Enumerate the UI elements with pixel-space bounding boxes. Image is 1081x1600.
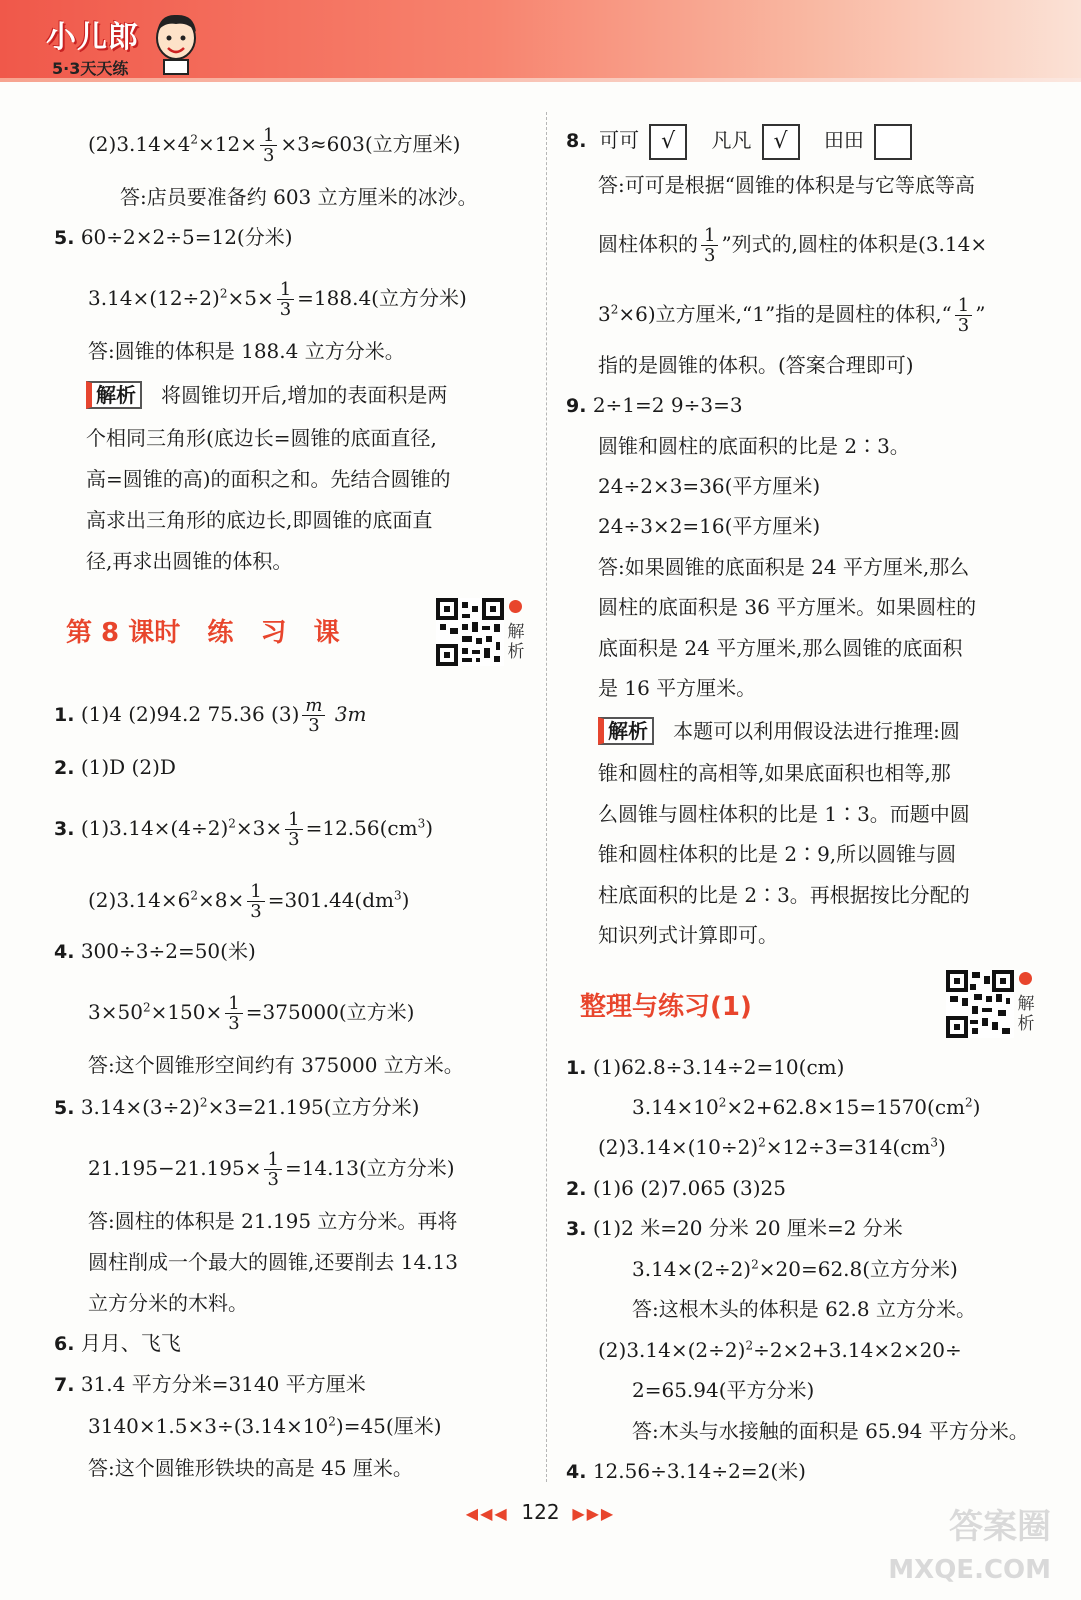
q8-line2 <box>598 226 987 265</box>
item-number: 6. <box>54 1333 75 1355</box>
analysis-2-line2: 锥和圆柱的高相等,如果底面积也相等,那 <box>598 761 951 785</box>
expr: =12.56(cm <box>305 816 418 840</box>
expr: ) <box>425 816 434 840</box>
text: ×6)立方厘米,“1”指的是圆柱的体积,“ <box>618 302 952 326</box>
mascot-icon <box>150 10 202 76</box>
next-arrows-icon: ▶▶▶ <box>572 1504 616 1523</box>
sup: 2 <box>751 1257 759 1272</box>
expr: ×12× <box>197 132 257 156</box>
r3-line3: 答:这根木头的体积是 62.8 立方分米。 <box>632 1297 976 1321</box>
frac-den: 3 <box>267 1169 279 1190</box>
brand-logo: 小儿郎 <box>46 20 139 55</box>
frac-den: 3 <box>262 145 275 166</box>
fraction <box>302 696 325 735</box>
checkbox-keke[interactable]: √ <box>649 124 687 160</box>
item-number: 2. <box>54 757 75 779</box>
sup: 3 <box>394 888 402 903</box>
q7-line2 <box>88 1413 442 1439</box>
q5-line1 <box>54 1094 419 1121</box>
watermark-url: MXQE.COM <box>888 1555 1051 1585</box>
analysis-tag: 解析 <box>86 381 142 409</box>
item-number: 9. <box>566 395 587 417</box>
analysis-1-line3: 高=圆锥的高)的面积之和。先结合圆锥的 <box>86 467 451 491</box>
expr: (1)2 米=20 分米 20 厘米=2 分米 <box>592 1216 903 1240</box>
expr: ×12÷3=314(cm <box>765 1135 931 1159</box>
q5-answer-3: 立方分米的木料。 <box>88 1291 248 1315</box>
text: 3 <box>598 302 611 326</box>
expr: 3.14×(12÷2) <box>88 286 220 310</box>
analysis-1-line1 <box>86 381 447 409</box>
frac-num: 1 <box>955 296 972 316</box>
analysis-2-line1 <box>598 717 960 745</box>
frac-num: 1 <box>225 994 242 1014</box>
q5-answer-1: 答:圆柱的体积是 21.195 立方分米。再将 <box>88 1209 458 1233</box>
expr: (1)D (2)D <box>80 755 176 779</box>
q8-options <box>566 122 930 160</box>
analysis-1-line2: 个相同三角形(底边长=圆锥的底面直径, <box>86 426 437 450</box>
expr: =375000(立方米) <box>245 1000 415 1024</box>
sup: 2 <box>199 1095 208 1110</box>
fraction <box>277 280 294 319</box>
q4-line2 <box>88 994 414 1033</box>
expr: 12.56÷3.14÷2=2(米) <box>592 1459 806 1483</box>
p5-line2 <box>88 280 467 319</box>
expr: 月月、飞飞 <box>80 1331 181 1355</box>
item-number: 5. <box>54 227 75 249</box>
item-number: 8. <box>566 130 587 152</box>
sup: 2 <box>758 1135 766 1150</box>
q9-line6: 圆柱的底面积是 36 平方厘米。如果圆柱的 <box>598 595 977 619</box>
expr: 300÷3÷2=50(米) <box>80 939 256 963</box>
sup: 2 <box>965 1095 973 1110</box>
item-number: 2. <box>566 1178 587 1200</box>
qr-label-char: 解 <box>507 622 525 642</box>
column-divider <box>546 112 547 1482</box>
q8-line3 <box>598 296 985 335</box>
text: 圆柱体积的 <box>598 232 698 256</box>
expr: (2)3.14×4 <box>88 132 191 156</box>
expr: 60÷2×2÷5=12(分米) <box>80 225 293 249</box>
q5-line2 <box>88 1150 455 1189</box>
r3-line4 <box>598 1337 962 1363</box>
q9-line3: 24÷2×3=36(平方厘米) <box>598 474 821 498</box>
r1-line1 <box>566 1054 844 1081</box>
item-number: 3. <box>54 818 75 840</box>
option-label: 田田 <box>823 128 864 152</box>
fraction <box>955 296 972 335</box>
frac-den: 3 <box>704 245 716 266</box>
frac-den: 3 <box>957 315 970 336</box>
expr: 3×50 <box>88 1000 143 1024</box>
fraction <box>701 226 718 265</box>
page-number: 122 <box>521 1500 560 1524</box>
text: ”列式的,圆柱的体积是(3.14× <box>721 232 988 256</box>
expr: =188.4(立方分米) <box>297 286 467 310</box>
sup: 2 <box>142 1000 151 1015</box>
r4 <box>566 1458 806 1485</box>
q7-answer: 答:这个圆锥形铁块的高是 45 厘米。 <box>88 1456 413 1480</box>
p5-line1 <box>54 224 293 251</box>
expr: ×5× <box>227 286 274 310</box>
q9-line4: 24÷3×2=16(平方厘米) <box>598 514 821 538</box>
q9-line7: 底面积是 24 平方厘米,那么圆锥的底面积 <box>598 636 963 660</box>
sup: 2 <box>219 286 228 301</box>
sup: 2 <box>718 1095 727 1110</box>
frac-den: 3 <box>250 901 262 922</box>
expr: (1)6 (2)7.065 (3)25 <box>592 1176 786 1200</box>
sup: 3 <box>930 1135 939 1150</box>
q4-line1 <box>54 938 256 965</box>
q1 <box>54 696 367 735</box>
fraction <box>247 882 264 921</box>
expr: 3.14×(3÷2) <box>80 1095 200 1119</box>
frac-num: 1 <box>260 126 277 146</box>
frac-num: m <box>302 696 325 716</box>
sup: 2 <box>610 302 619 317</box>
frac-den: 3 <box>279 299 292 320</box>
frac-num: 1 <box>701 226 718 246</box>
q9-line8: 是 16 平方厘米。 <box>598 676 757 700</box>
frac-num: 1 <box>264 1150 281 1170</box>
qr-label <box>506 622 526 662</box>
r1-line3 <box>598 1134 946 1160</box>
prev-arrows-icon: ◀◀◀ <box>465 1504 509 1523</box>
expr: (1)3.14×(4÷2) <box>80 816 229 840</box>
qr-label <box>1016 994 1036 1034</box>
watermark <box>888 1507 1051 1590</box>
q8-line1: 答:可可是根据“圆锥的体积是与它等底等高 <box>598 173 975 197</box>
item-number: 7. <box>54 1374 75 1396</box>
analysis-2-line5: 柱底面积的比是 2∶3。再根据按比分配的 <box>598 883 970 907</box>
analysis-2-line4: 锥和圆柱体积的比是 2∶9,所以圆锥与圆 <box>598 842 957 866</box>
q8-line4: 指的是圆锥的体积。(答案合理即可) <box>598 353 914 377</box>
expr: ×3=21.195(立方分米) <box>207 1095 420 1119</box>
page-header <box>0 0 1081 82</box>
sup: 2 <box>328 1414 336 1429</box>
r1-line2 <box>632 1094 980 1120</box>
p4-answer: 答:店员要准备约 603 立方厘米的冰沙。 <box>120 185 478 209</box>
item-number: 1. <box>566 1057 587 1079</box>
q3-line1 <box>54 810 433 849</box>
item-number: 5. <box>54 1097 75 1119</box>
text: ” <box>975 302 986 326</box>
q9-line2: 圆锥和圆柱的底面积的比是 2∶3。 <box>598 434 910 458</box>
expr: (2)3.14×(2÷2) <box>598 1338 746 1362</box>
frac-num: 1 <box>247 882 264 902</box>
q7-line1 <box>54 1371 366 1398</box>
expr: ) <box>972 1095 981 1119</box>
qr-label-char: 解 <box>1017 994 1035 1014</box>
sup: 2 <box>190 132 198 147</box>
expr: (1)62.8÷3.14÷2=10(cm) <box>592 1055 845 1079</box>
watermark-text: 答案圈 <box>949 1507 1051 1547</box>
fraction <box>260 126 277 165</box>
r3-line2 <box>632 1256 958 1282</box>
text: 本题可以利用假设法进行推理:圆 <box>673 719 960 743</box>
expr: 3140×1.5×3÷(3.14×10 <box>88 1414 329 1438</box>
expr: ×3≈603(立方厘米) <box>280 132 461 156</box>
p4-part2 <box>88 126 460 165</box>
expr: (2)3.14×(10÷2) <box>598 1135 759 1159</box>
fraction <box>225 994 242 1033</box>
fraction <box>264 1150 281 1189</box>
fraction <box>285 810 302 849</box>
expr: 21.195−21.195× <box>88 1156 262 1180</box>
expr: ) <box>938 1135 946 1159</box>
r3-line6: 答:木头与水接触的面积是 65.94 平方分米。 <box>632 1419 1029 1443</box>
q2 <box>54 754 176 781</box>
checkbox-fanfan[interactable]: √ <box>762 124 800 160</box>
expr: 2÷1=2 9÷3=3 <box>592 393 743 417</box>
qr-label-char: 析 <box>1017 1014 1035 1034</box>
expr: (1)4 (2)94.2 75.36 (3) <box>80 702 300 726</box>
expr: (2)3.14×6 <box>88 888 191 912</box>
expr: =301.44(dm <box>267 888 394 912</box>
q3-line2 <box>88 882 409 921</box>
expr: ×8× <box>197 888 245 912</box>
expr: ) <box>401 888 410 912</box>
analysis-2-line3: 么圆锥与圆柱体积的比是 1∶3。而题中圆 <box>598 802 970 826</box>
item-number: 4. <box>54 941 75 963</box>
play-icon <box>509 600 522 613</box>
frac-num: 1 <box>277 280 294 300</box>
option-label: 可可 <box>599 128 640 152</box>
expr: ÷2×2+3.14×2×20÷ <box>753 1338 962 1362</box>
expr: 3.14×(2÷2) <box>632 1257 752 1281</box>
expr: ×20=62.8(立方分米) <box>758 1257 958 1281</box>
text: 将圆锥切开后,增加的表面积是两 <box>161 383 448 407</box>
q9-line1 <box>566 392 743 419</box>
section-title-lesson8: 第 8 课时 练 习 课 <box>66 618 340 648</box>
q9-line5: 答:如果圆锥的底面积是 24 平方厘米,那么 <box>598 555 970 579</box>
analysis-2-line6: 知识列式计算即可。 <box>598 923 778 947</box>
qr-code-icon[interactable] <box>946 970 1014 1038</box>
expr: ×150× <box>150 1000 223 1024</box>
sup: 2 <box>190 888 198 903</box>
item-number: 1. <box>54 704 75 726</box>
analysis-1-line4: 高求出三角形的底边长,即圆锥的底面直 <box>86 508 433 532</box>
play-icon <box>1019 972 1032 985</box>
expr: 3m <box>328 702 367 726</box>
qr-label-char: 析 <box>507 642 525 662</box>
section-title-review: 整理与练习(1) <box>580 992 752 1022</box>
q4-answer: 答:这个圆锥形空间约有 375000 立方米。 <box>88 1053 464 1077</box>
sup: 3 <box>417 816 426 831</box>
analysis-1-line5: 径,再求出圆锥的体积。 <box>86 549 293 573</box>
frac-den: 3 <box>308 715 320 736</box>
sup: 2 <box>745 1338 754 1353</box>
r2 <box>566 1175 786 1202</box>
item-number: 3. <box>566 1218 587 1240</box>
q5-answer-2: 圆柱削成一个最大的圆锥,还要削去 14.13 <box>88 1250 458 1274</box>
item-number: 4. <box>566 1461 587 1483</box>
checkbox-tiantian[interactable] <box>874 124 912 160</box>
option-label: 凡凡 <box>711 128 752 152</box>
expr: )=45(厘米) <box>335 1414 442 1438</box>
expr: ×2+62.8×15=1570(cm <box>726 1095 965 1119</box>
p5-answer: 答:圆锥的体积是 188.4 立方分米。 <box>88 339 405 363</box>
expr: =14.13(立方分米) <box>284 1156 455 1180</box>
expr: 31.4 平方分米=3140 平方厘米 <box>80 1372 366 1396</box>
expr: ×3× <box>235 816 283 840</box>
r3-line5: 2=65.94(平方分米) <box>632 1378 815 1402</box>
frac-den: 3 <box>228 1013 240 1034</box>
qr-code-icon[interactable] <box>436 598 504 666</box>
analysis-tag: 解析 <box>598 717 654 745</box>
frac-num: 1 <box>285 810 302 830</box>
frac-den: 3 <box>288 829 300 850</box>
q6 <box>54 1330 181 1357</box>
r3-line1 <box>566 1215 903 1242</box>
sup: 2 <box>228 816 236 831</box>
brand-series: 5·3天天练 <box>52 59 129 78</box>
expr: 3.14×10 <box>632 1095 719 1119</box>
